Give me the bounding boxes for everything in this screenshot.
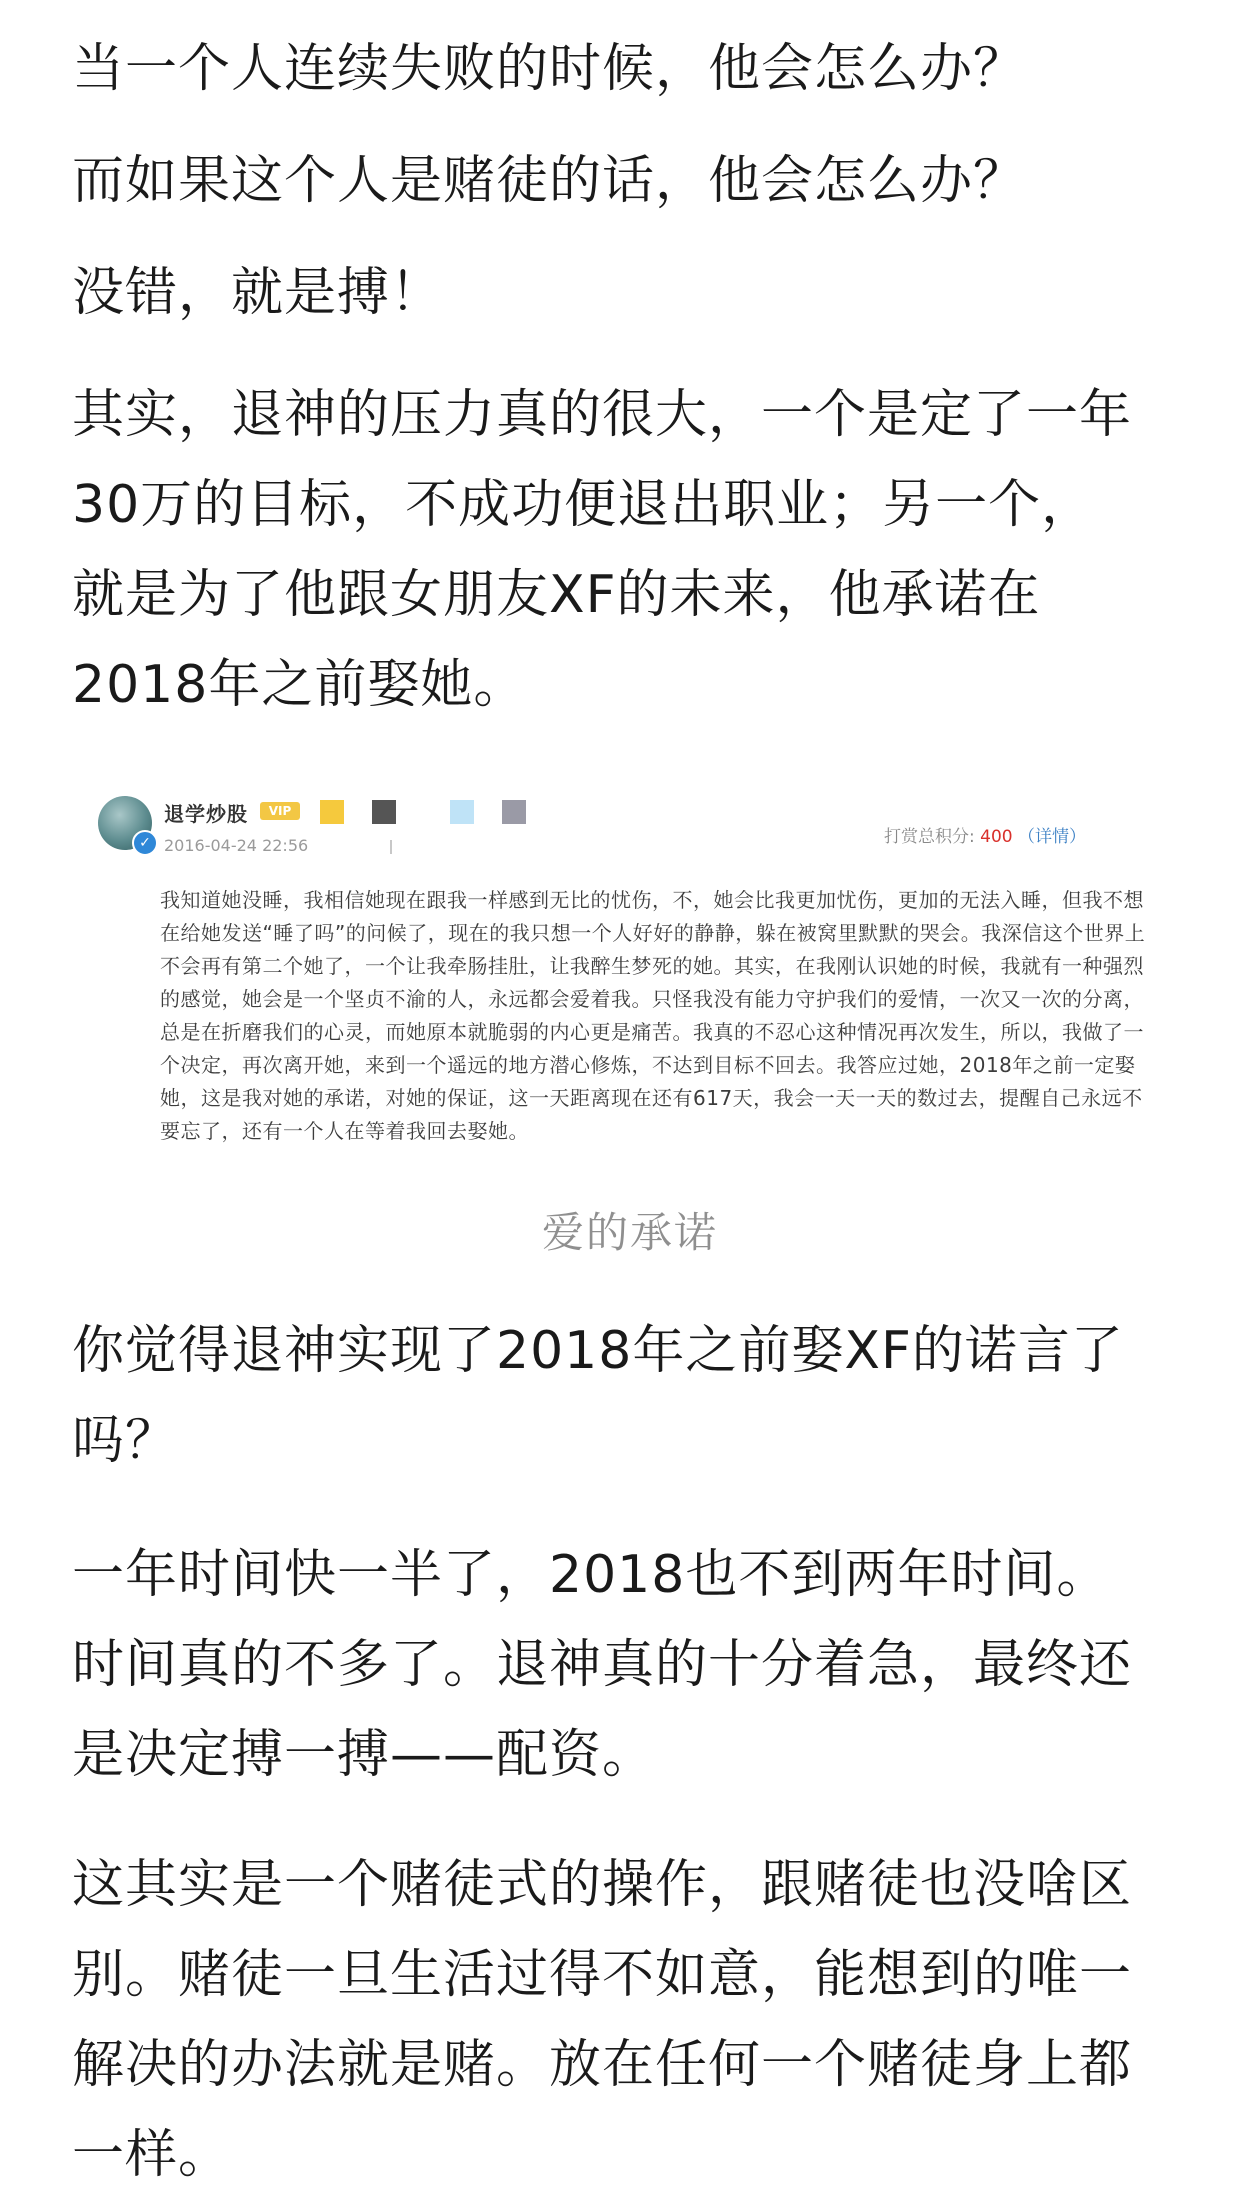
vip-badge: VIP — [260, 802, 300, 820]
image-caption: 爱的承诺 — [541, 1208, 718, 1257]
post-body: 我知道她没睡，我相信她现在跟我一样感到无比的忧伤，不，她会比我更加忧伤，更加的无法入睡，但我不想在给她发送“睡了吗”的问候了，现在的我只想一个人好好的静静，躲在被窝里默默的哭会。我深信这个世界上不会再有第二个她了，一个让我牵肠挂肚，让我醉生梦死的她。其实，在我刚认识她的时候，我就有一种强烈的感觉，她会是一个坚贞不渝的人，永远都会爱着我。只怪我没有能力守护我们的爱情，一次又一次的分离，总是在折磨我们的心灵，而她原本就脆弱的内心更是痛苦。我真的不忍心这种情况再次发生，所以，我做了一个决定，再次离开她，来到一个遥远的地方潜心修炼，不达到目标不回去。我答应过她，2018年之前一定娶她，这是我对她的承诺，对她的保证，这一天距离现在还有617天，我会一天一天的数过去，提醒自己永远不要忘了，还有一个人在等着我回去娶她。 — [160, 888, 1146, 1143]
divider — [390, 840, 392, 854]
badge-square-icon — [320, 800, 344, 824]
paragraph-line: 其实，退神的压力真的很大，一个是定了一年 — [72, 385, 1133, 445]
paragraph-line: 吗？ — [72, 1411, 179, 1471]
badge-square-icon — [372, 800, 396, 824]
paragraph-line: 是决定搏一搏——配资。 — [72, 1725, 656, 1785]
reward-value: 400 — [980, 827, 1013, 847]
paragraph-line: 就是为了他跟女朋友XF的未来，他承诺在 — [72, 565, 1041, 625]
post-date: 2016-04-24 22:56 — [164, 836, 309, 855]
paragraph-line: 一样。 — [72, 2125, 232, 2185]
paragraph-line: 解决的办法就是赌。放在任何一个赌徒身上都 — [72, 2035, 1133, 2095]
paragraph-2: 而如果这个人是赌徒的话，他会怎么办？ — [72, 151, 1027, 211]
verified-icon: ✓ — [132, 830, 158, 856]
reward-info — [884, 822, 1086, 847]
paragraph-line: 别。赌徒一旦生活过得不如意，能想到的唯一 — [72, 1945, 1133, 2005]
paragraph-1: 当一个人连续失败的时候，他会怎么办？ — [72, 39, 1027, 99]
reward-label: 打赏总积分: — [884, 827, 975, 847]
embedded-post-screenshot — [90, 778, 1170, 1150]
badge-square-icon — [450, 800, 474, 824]
paragraph-line: 你觉得退神实现了2018年之前娶XF的诺言了 — [72, 1321, 1124, 1381]
paragraph-line: 30万的目标，不成功便退出职业；另一个， — [72, 475, 1095, 535]
paragraph-line: 这其实是一个赌徒式的操作，跟赌徒也没啥区 — [72, 1855, 1133, 1915]
badge-square-icon — [502, 800, 526, 824]
paragraph-line: 时间真的不多了。退神真的十分着急，最终还 — [72, 1635, 1133, 1695]
paragraph-3: 没错，就是搏！ — [72, 263, 444, 323]
post-username: 退学炒股 — [164, 802, 248, 826]
reward-details-link[interactable]: （详情） — [1018, 827, 1086, 847]
paragraph-line: 一年时间快一半了，2018也不到两年时间。 — [72, 1545, 1110, 1605]
paragraph-line: 2018年之前娶她。 — [72, 655, 527, 715]
